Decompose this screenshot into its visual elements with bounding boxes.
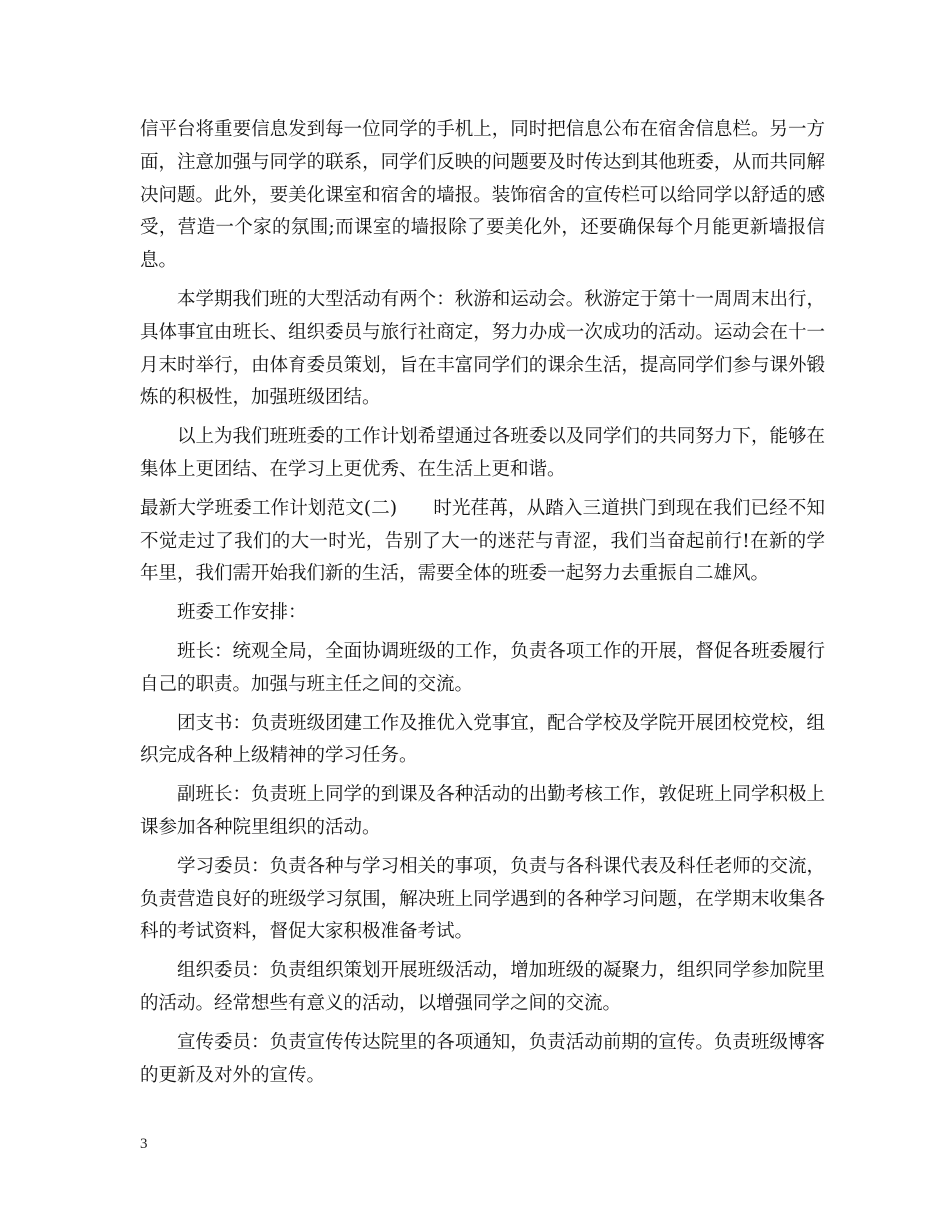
paragraph-activities: 本学期我们班的大型活动有两个：秋游和运动会。秋游定于第十一周周末出行，具体事宜由班长、组织委员与旅行社商定，努力办成一次成功的活动。运动会在十一月末时举行，由体育委员策划，旨在丰富同学们的课余生活，提高同学们参与课外锻炼的积极性，加强班级团结。 (140, 288, 825, 409)
role-publicity-committee: 宣传委员：负责宣传传达院里的各项通知，负责活动前期的宣传。负责班级博客的更新及对外的宣传。 (140, 1031, 825, 1086)
section-heading: 最新大学班委工作计划范文(二) (140, 497, 398, 519)
role-organization-committee: 组织委员：负责组织策划开展班级活动，增加班级的凝聚力，组织同学参加院里的活动。经常想些有意义的活动，以增强同学之间的交流。 (140, 960, 825, 1014)
roles-intro: 班委工作安排： (177, 602, 307, 624)
role-vice-monitor: 副班长：负责班上同学的到课及各种活动的出勤考核工作，敦促班上同学积极上课参加各种院里组织的活动。 (140, 784, 825, 838)
page-number: 3 (140, 1136, 148, 1152)
document-body (140, 114, 825, 1098)
role-league-secretary: 团支书：负责班级团建工作及推优入党事宜，配合学校及学院开展团校党校，组织完成各种上级精神的学习任务。 (140, 712, 825, 767)
role-study-committee: 学习委员：负责各种与学习相关的事项，负责与各科课代表及科任老师的交流，负责营造良好的班级学习氛围，解决班上同学遇到的各种学习问题，在学期末收集各科的考试资料，督促大家积极准备考试。 (140, 855, 825, 943)
paragraph-section-two (140, 493, 825, 591)
paragraph-continued: 信平台将重要信息发到每一位同学的手机上，同时把信息公布在宿舍信息栏。另一方面，注意加强与同学的联系，同学们反映的问题要及时传达到其他班委，从而共同解决问题。此外，要美化课室和宿舍的墙报。装饰宿舍的宣传栏可以给同学以舒适的感受，营造一个家的氛围;而课室的墙报除了要美化外，还要确保每个月能更新墙报信息。 (140, 119, 825, 272)
role-monitor: 班长：统观全局，全面协调班级的工作，负责各项工作的开展，督促各班委履行自己的职责。加强与班主任之间的交流。 (140, 640, 825, 695)
paragraph-conclusion: 以上为我们班班委的工作计划希望通过各班委以及同学们的共同努力下，能够在集体上更团结、在学习上更优秀、在生活上更和谐。 (140, 426, 825, 480)
section-first-text: 时光荏苒，从踏入三道拱门到现在我们已经不知不觉走过了我们的大一时光，告别了大一的迷茫与青涩，我们当奋起前行!在新的学年里，我们需开始我们新的生活，需要全体的班委一起努力去重振自二雄风。 (140, 497, 825, 585)
